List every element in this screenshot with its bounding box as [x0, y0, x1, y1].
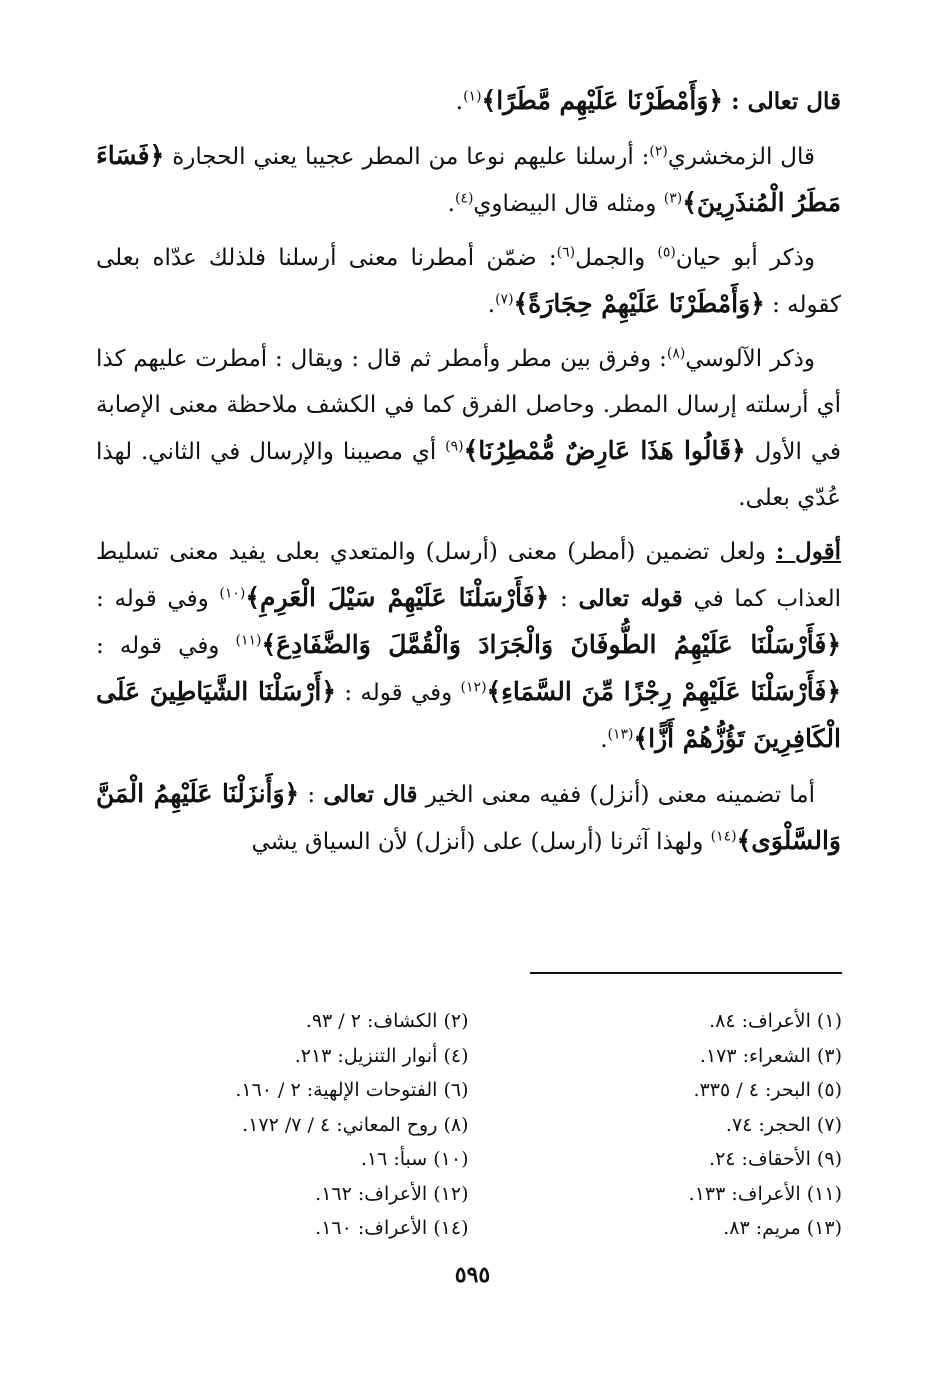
footnotes	[135, 1004, 842, 1246]
main-text	[96, 78, 841, 873]
text-segment: أما تضمينه معنى (أنزل) ففيه معنى الخير	[417, 782, 815, 808]
footnote: (٤) أنوار التنزيل: ٢١٣.	[294, 1044, 469, 1067]
text-segment: ولعل تضمين (أمطر) معنى (أرسل) والمتعدي بعلى يفيد معنى تسليط العذاب كما في	[96, 539, 842, 612]
footnote-ref: (٤)	[454, 190, 474, 207]
footnote: (١٤) الأعراف: ١٦٠.	[315, 1217, 469, 1239]
footnote: (٧) الحجر: ٧٤.	[725, 1113, 842, 1136]
intro-phrase: قال تعالى :	[723, 88, 841, 115]
quran-verse: ﴿وَأَمْطَرْنَا عَلَيْهِم مَّطَرًا﴾	[481, 86, 724, 115]
footnote-ref: (١٠)	[219, 585, 246, 602]
text-segment: وفي قوله :	[96, 586, 220, 612]
footnote-ref: (٣)	[663, 190, 683, 207]
footnote: (١٣) مريم: ٨٣.	[723, 1217, 842, 1239]
text-segment: .	[487, 292, 496, 318]
footnote-ref: (٥)	[657, 244, 676, 261]
text-segment: أي مصيبنا والإرسال في الثاني. لهذا عُدّي بعلى.	[96, 439, 841, 511]
text-segment: .	[600, 727, 608, 753]
text-segment: :	[549, 586, 579, 612]
bold-phrase: قال تعالى	[323, 781, 418, 808]
text-segment: والجمل	[575, 245, 658, 271]
paragraph-5	[96, 529, 841, 763]
paragraph-4	[96, 336, 841, 521]
text-segment: ومثله قال البيضاوي	[473, 191, 664, 217]
paragraph-6	[96, 771, 841, 865]
footnote-ref: (٦)	[556, 244, 576, 261]
footnote-ref: (٢)	[649, 143, 668, 160]
text-segment: وفي قوله :	[96, 633, 236, 659]
footnote-ref: (١١)	[235, 632, 262, 649]
footnote: (٢) الكشاف: ٢ / ٩٣.	[305, 1010, 469, 1032]
footnote-separator	[530, 972, 842, 974]
text-segment: وذكر أبو حيان	[675, 245, 816, 271]
footnote: (٨) روح المعاني: ٤ / ٧/ ١٧٢.	[242, 1113, 469, 1136]
footnote-ref: (١٤)	[710, 828, 737, 845]
footnote: (٣) الشعراء: ١٧٣.	[699, 1044, 842, 1067]
text-segment: :	[299, 782, 324, 808]
quran-verse: ﴿فَأَرْسَلْنَا عَلَيْهِمْ رِجْزًا مِّنَ السَّمَاءِ﴾	[486, 677, 841, 706]
text-segment: وذكر الآلوسي	[685, 346, 815, 372]
footnote: (١١) الأعراف: ١٣٣.	[688, 1182, 842, 1205]
page-number: ٥٩٥	[454, 1262, 491, 1288]
footnote: (٩) الأحقاف: ٢٤.	[709, 1148, 842, 1170]
footnote-ref: (١٣)	[607, 726, 634, 743]
paragraph-2	[96, 133, 841, 227]
quran-verse: ﴿فَسَاءَ مَطَرُ الْمُنذَرِينَ﴾	[96, 141, 841, 217]
footnote-ref: (٩)	[445, 438, 464, 455]
footnote-ref: (٨)	[666, 345, 686, 362]
text-segment: وفي قوله :	[336, 680, 461, 706]
quran-verse: ﴿قَالُوا هَذَا عَارِضٌ مُّمْطِرُنَا﴾	[463, 436, 746, 465]
text-segment: : وفرق بين مطر وأمطر ثم قال : ويقال : أمطرت عليهم كذا أي أرسلته إرسال المطر. وحاصل الفرق كما في الكشف ملاحظة معنى الإصابة في الأول	[96, 346, 841, 465]
footnote: (١٢) الأعراف: ١٦٢.	[315, 1182, 469, 1205]
text-segment: قال الزمخشري	[667, 144, 815, 170]
footnote-ref: (١)	[463, 88, 482, 105]
footnote-ref: (١٢)	[460, 679, 487, 696]
text-segment: ولهذا آثرنا (أرسل) على (أنزل) لأن السياق يشي	[251, 829, 711, 855]
text-segment: .	[455, 89, 464, 115]
aqool-keyword: أقول :	[775, 538, 841, 565]
bold-phrase: قوله تعالى	[578, 585, 683, 612]
quran-verse: ﴿فَأَرْسَلْنَا عَلَيْهِمُ الطُّوفَانَ وَالْجَرَادَ وَالْقُمَّلَ وَالضَّفَادِعَ﴾	[261, 630, 841, 659]
quran-verse: ﴿أَرْسَلْنَا الشَّيَاطِينَ عَلَى الْكَافِرِينَ تَؤُزُّهُمْ أَزًّا﴾	[96, 677, 841, 753]
footnote: (٦) الفتوحات الإلهية: ٢ / ١٦٠.	[235, 1079, 469, 1101]
footnote-ref: (٧)	[495, 291, 514, 308]
quran-verse: ﴿وَأَمْطَرْنَا عَلَيْهِمْ حِجَارَةً﴾	[513, 289, 765, 318]
footnote: (٥) البحر: ٤ / ٣٣٥.	[693, 1079, 842, 1101]
text-segment: : ضمّن أمطرنا معنى أرسلنا فلذلك عدّاه بعلى كقوله :	[96, 245, 841, 318]
footnote: (١٠) سبأ: ١٦.	[360, 1148, 469, 1170]
paragraph-1	[96, 78, 841, 125]
footnote: (١) الأعراف: ٨٤.	[709, 1010, 842, 1032]
text-segment: : أرسلنا عليهم نوعا من المطر عجيبا يعني الحجارة	[164, 144, 650, 170]
quran-verse: ﴿وَأَنزَلْنَا عَلَيْهِمُ الْمَنَّ وَالسَّلْوَى﴾	[96, 779, 841, 855]
text-segment: .	[447, 191, 455, 217]
quran-verse: ﴿فَأَرْسَلْنَا عَلَيْهِمْ سَيْلَ الْعَرِمِ﴾	[245, 583, 550, 612]
paragraph-3	[96, 235, 841, 328]
